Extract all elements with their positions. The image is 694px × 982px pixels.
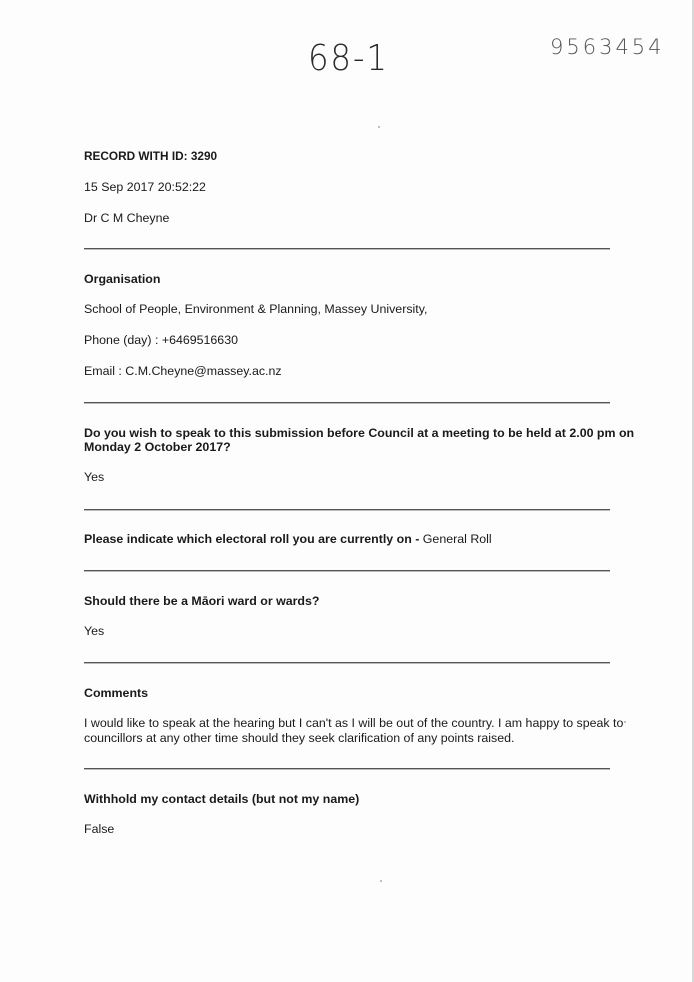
organisation-heading: Organisation	[84, 272, 161, 286]
roll-line	[84, 532, 492, 547]
ward-answer: Yes	[84, 624, 105, 638]
handwritten-number: 9563454	[550, 35, 665, 59]
scan-speck	[378, 126, 380, 128]
ward-question: Should there be a Māori ward or wards?	[84, 594, 320, 608]
scan-speck	[624, 721, 626, 723]
comments-line2: councillors at any other time should they seek clarification of any points raised.	[84, 731, 515, 745]
scan-speck	[380, 880, 382, 882]
roll-question: Please indicate which electoral roll you are currently on -	[84, 532, 423, 546]
comments-heading: Comments	[84, 686, 149, 700]
organisation-name: School of People, Environment & Planning, Massey University,	[84, 302, 428, 316]
speak-question-line2: Monday 2 October 2017?	[84, 440, 231, 454]
phone-line: Phone (day) : +6469516630	[84, 333, 238, 347]
handwritten-reference: 68-1	[308, 38, 389, 79]
divider	[84, 509, 610, 511]
divider	[84, 248, 610, 250]
email-line: Email : C.M.Cheyne@massey.ac.nz	[84, 364, 282, 378]
speak-answer: Yes	[84, 470, 105, 484]
divider	[84, 570, 610, 572]
withhold-question: Withhold my contact details (but not my name)	[84, 792, 360, 806]
record-datetime: 15 Sep 2017 20:52:22	[84, 180, 206, 194]
comments-line1: I would like to speak at the hearing but I can't as I will be out of the country. I am happy to speak to	[84, 716, 624, 730]
submitter-name: Dr C M Cheyne	[84, 211, 170, 225]
divider	[84, 768, 610, 770]
withhold-answer: False	[84, 822, 115, 836]
divider	[84, 402, 610, 404]
roll-answer: General Roll	[422, 532, 492, 546]
record-id: RECORD WITH ID: 3290	[84, 149, 218, 163]
divider	[84, 662, 610, 664]
speak-question-line1: Do you wish to speak to this submission before Council at a meeting to be held at 2.00 pm on	[84, 426, 635, 440]
